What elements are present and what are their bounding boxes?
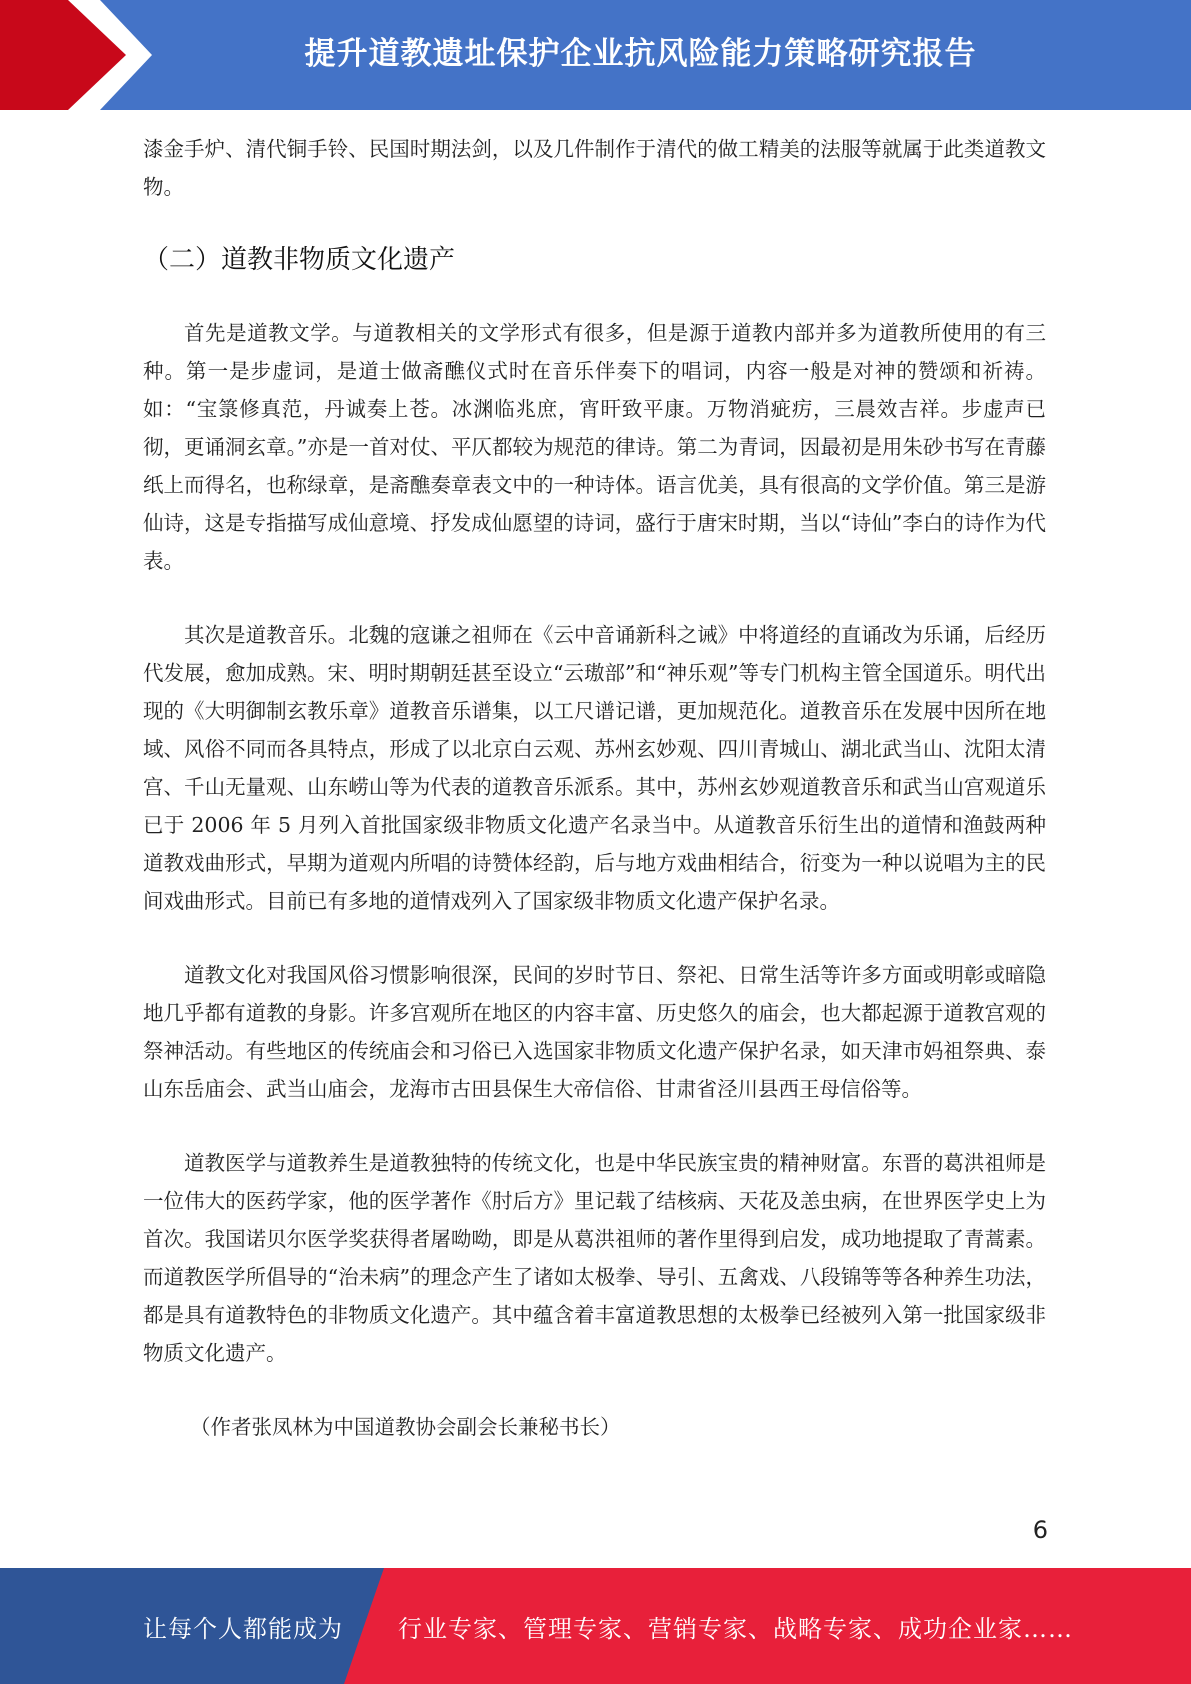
header-arrow-decoration [0, 0, 160, 110]
page-footer [0, 1568, 1191, 1684]
footer-slogan-left: 让每个人都能成为 [143, 1614, 343, 1643]
paragraph-taoist-medicine: 道教医学与道教养生是道教独特的传统文化，也是中华民族宝贵的精神财富。东晋的葛洪祖师是一位伟大的医药学家，他的医学著作《肘后方》里记载了结核病、天花及恙虫病，在世界医学史上为首次。我国诺贝尔医学奖获得者屠呦呦，即是从葛洪祖师的著作里得到启发，成功地提取了青蒿素。而道教医学所倡导的“治未病”的理念产生了诸如太极拳、导引、五禽戏、八段锦等等各种养生功法，都是具有道教特色的非物质文化遗产。其中蕴含着丰富道教思想的太极拳已经被列入第一批国家级非物质文化遗产。 [143, 1151, 1046, 1365]
author-note: （作者张凤林为中国道教协会副会长兼秘书长） [190, 1415, 621, 1439]
page-header [0, 0, 1191, 110]
section-heading: （二）道教非物质文化遗产 [143, 245, 456, 275]
paragraph-continued: 漆金手炉、清代铜手铃、民国时期法剑，以及几件制作于清代的做工精美的法服等就属于此类道教文物。 [143, 137, 1046, 199]
report-title: 提升道教遗址保护企业抗风险能力策略研究报告 [304, 35, 977, 72]
paragraph-taoist-music: 其次是道教音乐。北魏的寇谦之祖师在《云中音诵新科之诫》中将道经的直诵改为乐诵，后经历代发展，愈加成熟。宋、明时期朝廷甚至设立“云璈部”和“神乐观”等专门机构主管全国道乐。明代出现的《大明御制玄教乐章》道教音乐谱集，以工尺谱记谱，更加规范化。道教音乐在发展中因所在地域、风俗不同而各具特点，形成了以北京白云观、苏州玄妙观、四川青城山、湖北武当山、沈阳太清宫、千山无量观、山东崂山等为代表的道教音乐派系。其中，苏州玄妙观道教音乐和武当山宫观道乐已于 2006 年 5 月列入首批国家级非物质文化遗产名录当中。从道教音乐衍生出的道情和渔鼓两种道教戏曲形式，早期为道观内所唱的诗赞体经韵，后与地方戏曲相结合，衍变为一种以说唱为主的民间戏曲形式。目前已有多地的道情戏列入了国家级非物质文化遗产保护名录。 [143, 623, 1046, 913]
footer-slogan-right: 行业专家、管理专家、营销专家、战略专家、成功企业家…… [398, 1614, 1073, 1643]
document-body [143, 130, 1046, 1446]
page-number: 6 [1032, 1516, 1048, 1544]
paragraph-taoist-customs: 道教文化对我国风俗习惯影响很深，民间的岁时节日、祭祀、日常生活等许多方面或明彰或暗隐地几乎都有道教的身影。许多宫观所在地区的内容丰富、历史悠久的庙会，也大都起源于道教宫观的祭神活动。有些地区的传统庙会和习俗已入选国家非物质文化遗产保护名录，如天津市妈祖祭典、泰山东岳庙会、武当山庙会，龙海市古田县保生大帝信俗、甘肃省泾川县西王母信俗等。 [143, 963, 1046, 1101]
paragraph-taoist-literature: 首先是道教文学。与道教相关的文学形式有很多，但是源于道教内部并多为道教所使用的有三种。第一是步虚词，是道士做斋醮仪式时在音乐伴奏下的唱词，内容一般是对神的赞颂和祈祷。如：“宝箓修真范，丹诚奏上苍。冰渊临兆庶，宵旰致平康。万物消疵疠，三晨效吉祥。步虚声已彻，更诵洞玄章。”亦是一首对仗、平仄都较为规范的律诗。第二为青词，因最初是用朱砂书写在青藤纸上而得名，也称绿章，是斋醮奏章表文中的一种诗体。语言优美，具有很高的文学价值。第三是游仙诗，这是专指描写成仙意境、抒发成仙愿望的诗词，盛行于唐宋时期，当以“诗仙”李白的诗作为代表。 [143, 321, 1046, 573]
